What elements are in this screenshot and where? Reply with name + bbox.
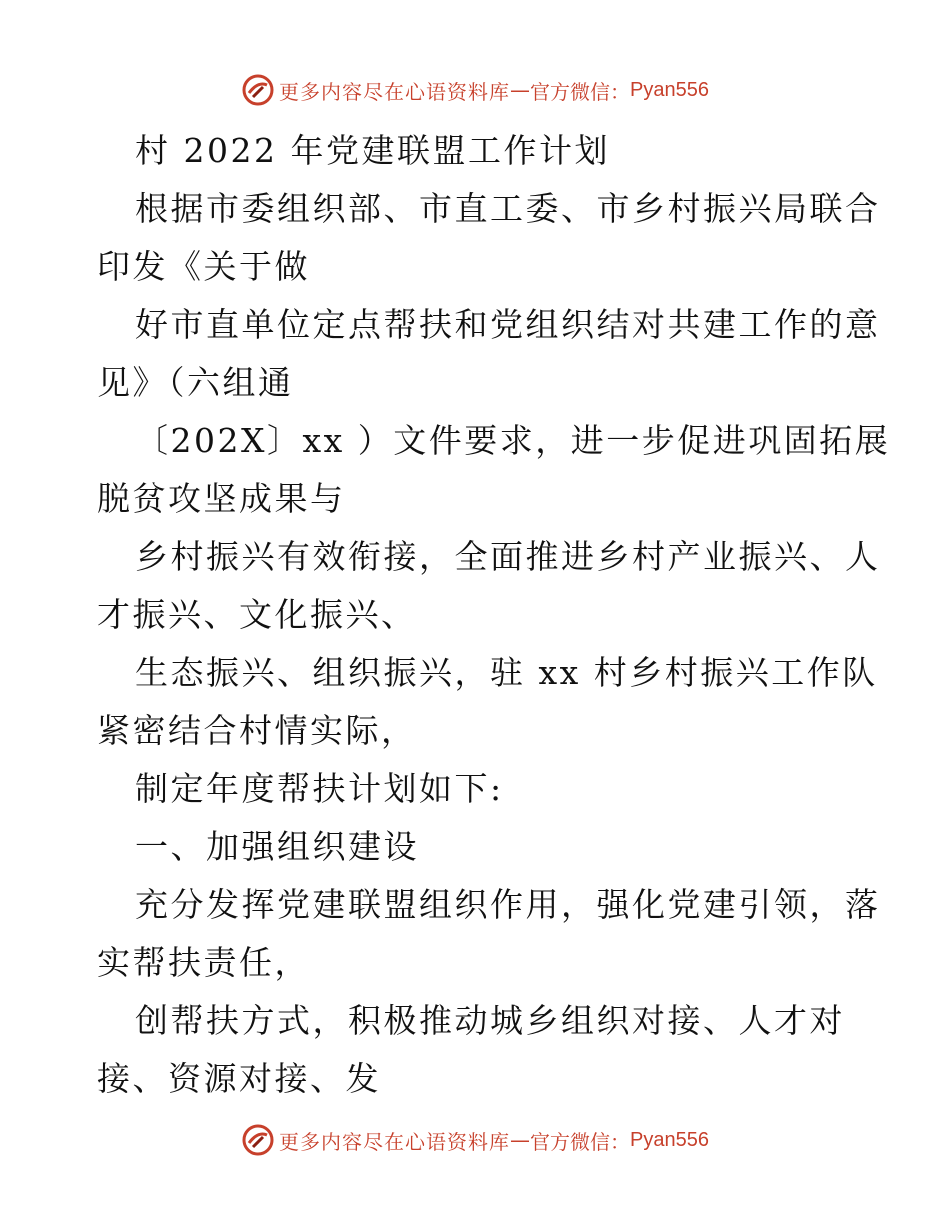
doc-line: 充分发挥党建联盟组织作用，强化党建引领，落 <box>135 885 881 924</box>
watermark-header <box>0 70 950 110</box>
doc-line: 紧密结合村情实际， <box>97 711 417 750</box>
doc-line: 创帮扶方式，积极推动城乡组织对接、人才对 <box>135 1001 845 1040</box>
logo-icon <box>241 1123 275 1157</box>
watermark-text: 更多内容尽在心语资料库 <box>279 79 511 104</box>
watermark-wechat-label: 官方微信： <box>530 79 631 104</box>
doc-line: 实帮扶责任， <box>97 943 310 982</box>
doc-line: 乡村振兴有效衔接，全面推进乡村产业振兴、人 <box>135 537 881 576</box>
watermark-footer <box>0 1120 950 1160</box>
doc-line: 〔202X〕xx ）文件要求，进一步促进巩固拓展 <box>135 421 891 460</box>
section-heading: 一、加强组织建设 <box>135 827 419 866</box>
doc-line: 接、资源对接、发 <box>97 1059 381 1098</box>
doc-line: 根据市委组织部、市直工委、市乡村振兴局联合 <box>135 189 881 228</box>
doc-line: 见》（六组通 <box>97 363 294 402</box>
watermark-dash: — <box>510 1128 531 1152</box>
watermark-wechat-label: 官方微信： <box>530 1129 631 1154</box>
doc-line: 印发《关于做 <box>97 247 310 286</box>
watermark-dash: — <box>510 78 531 102</box>
doc-line: 制定年度帮扶计划如下: <box>135 769 504 808</box>
watermark-wechat-id: Pyan556 <box>630 1128 709 1151</box>
logo-icon <box>241 73 275 107</box>
doc-line: 生态振兴、组织振兴，驻 xx 村乡村振兴工作队 <box>135 653 878 692</box>
doc-line: 脱贫攻坚成果与 <box>97 479 346 518</box>
doc-title: 村 2022 年党建联盟工作计划 <box>135 131 610 170</box>
watermark-wechat-id: Pyan556 <box>630 78 709 101</box>
document-body <box>97 122 891 1108</box>
watermark-text: 更多内容尽在心语资料库 <box>279 1129 511 1154</box>
doc-line: 才振兴、文化振兴、 <box>97 595 417 634</box>
doc-line: 好市直单位定点帮扶和党组织结对共建工作的意 <box>135 305 881 344</box>
